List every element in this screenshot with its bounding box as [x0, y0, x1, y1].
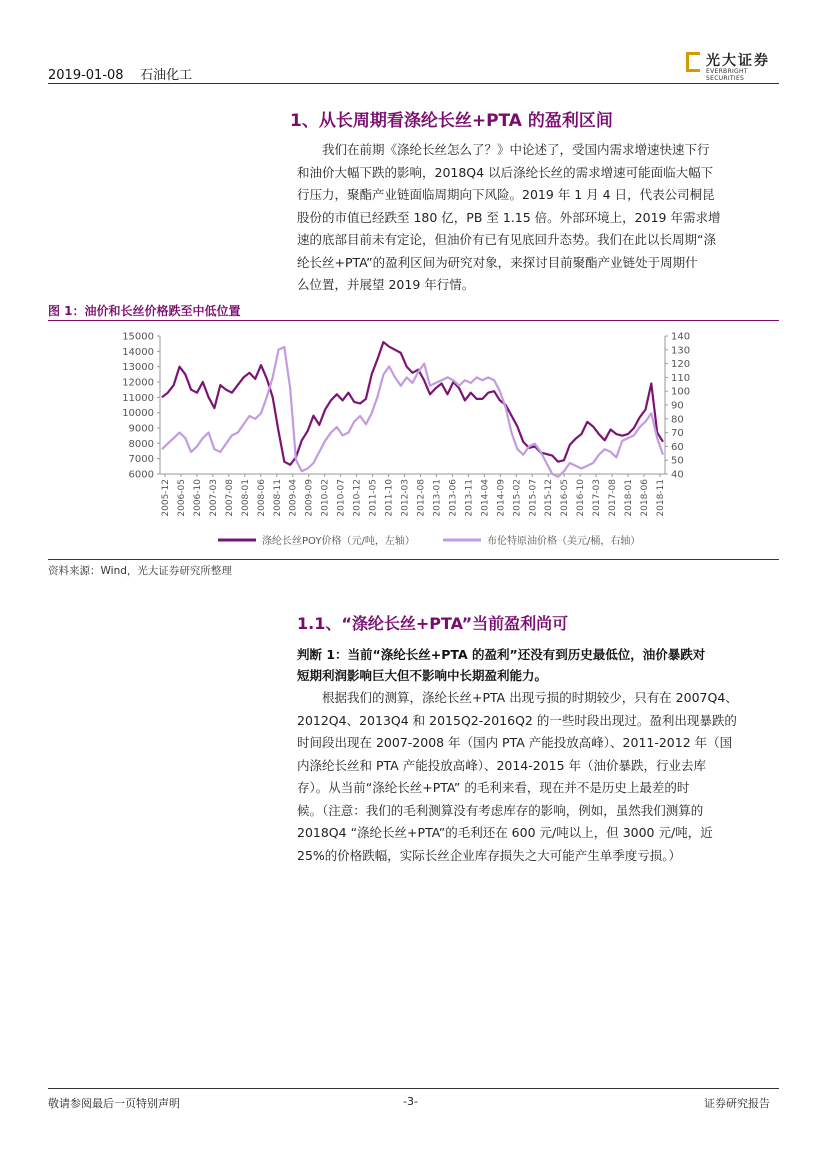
legend-label-1: 涤纶长丝POY价格（元/吨，左轴）: [262, 536, 415, 547]
paragraph-line: 行压力，聚酯产业链面临周期向下风险。2019 年 1 月 4 日，代表公司桐昆: [297, 187, 715, 202]
logo-en-text: EVERBRIGHT SECURITIES: [706, 68, 748, 82]
paragraph-line: 根据我们的测算，涤纶长丝+PTA 出现亏损的时期较少，只有在 2007Q4、: [322, 690, 738, 705]
paragraph-line: 候。（注意：我们的毛利测算没有考虑库存的影响，例如，虽然我们测算的: [297, 802, 704, 818]
paragraph-line: 和油价大幅下跌的影响，2018Q4 以后涤纶长丝的需求增速可能面临大幅下: [297, 164, 714, 180]
y-right-tick-label: 130: [671, 345, 691, 357]
x-tick-label: 2016-10: [576, 479, 587, 517]
x-tick-label: 2012-08: [416, 479, 427, 517]
x-tick-label: 2008-11: [272, 479, 283, 517]
paragraph-line: 内涤纶长丝和 PTA 产能投放高峰）、2014-2015 年（油价暴跌，行业去库: [297, 757, 707, 773]
paragraph-line: 速的底部目前未有定论，但油价有已有见底回升态势。我们在此以长周期“涤: [297, 232, 716, 247]
subsection-heading: 1.1、“涤纶长丝+PTA”当前盈利尚可: [297, 614, 569, 633]
y-right-tick-label: 50: [671, 455, 684, 467]
paragraph-line: 股份的市值已经跌至 180 亿，PB 至 1.15 倍。外部环境上，2019 年需求增: [297, 209, 721, 225]
y-left-tick-label: 15000: [122, 331, 154, 343]
x-tick-label: 2008-06: [256, 479, 267, 517]
y-left-tick-label: 8000: [128, 438, 154, 450]
paragraph-line: 存）。从当前“涤纶长丝+PTA” 的毛利来看，现在并不是历史上最差的时: [297, 780, 690, 795]
y-right-tick-label: 120: [671, 359, 691, 371]
logo-mark-icon: [686, 52, 700, 72]
y-left-tick-label: 7000: [128, 454, 154, 466]
x-tick-label: 2015-07: [528, 479, 539, 517]
x-tick-label: 2010-02: [320, 479, 331, 517]
y-right-tick-label: 100: [671, 386, 691, 398]
y-right-tick-label: 40: [671, 469, 684, 481]
y-left-tick-label: 9000: [128, 423, 154, 435]
x-tick-label: 2010-07: [336, 479, 347, 517]
logo-cn-text: 光大证券: [706, 53, 770, 69]
x-tick-label: 2013-06: [448, 479, 459, 517]
header-divider: [48, 83, 779, 84]
figure-top-rule: [48, 320, 779, 321]
paragraph-line: 时间段出现在 2007-2008 年（国内 PTA 产能投放高峰）、2011-2012 年（国: [297, 735, 733, 750]
series-line-1: [162, 342, 663, 465]
header-date-sector: [48, 64, 192, 83]
footer-disclaimer: 敬请参阅最后一页特别声明: [48, 1097, 180, 1110]
x-tick-label: 2014-09: [496, 479, 507, 517]
figure-bottom-rule: [48, 559, 779, 560]
x-tick-label: 2012-03: [400, 479, 411, 517]
judgment-line: 判断 1：当前“涤纶长丝+PTA 的盈利”还没有到历史最低位，油价暴跌对: [297, 647, 706, 662]
x-tick-label: 2005-12: [161, 479, 171, 517]
legend-label-2: 布伦特原油价格（美元/桶，右轴）: [487, 536, 641, 547]
x-tick-label: 2007-03: [208, 479, 219, 517]
footer-divider: [48, 1088, 779, 1089]
series-line-2: [162, 347, 663, 477]
x-tick-label: 2006-10: [192, 479, 203, 517]
x-tick-label: 2015-12: [544, 479, 555, 517]
x-tick-label: 2018-06: [640, 479, 651, 517]
x-tick-label: 2010-12: [352, 479, 363, 517]
company-logo: [686, 50, 786, 80]
paragraph-line: 么位置，并展望 2019 年行情。: [297, 277, 475, 292]
x-tick-label: 2014-04: [480, 479, 491, 517]
x-tick-label: 2006-05: [176, 479, 187, 517]
footer-report-type: 证券研究报告: [704, 1097, 770, 1110]
paragraph-line: 2012Q4、2013Q4 和 2015Q2-2016Q2 的一些时段出现过。盈利出现暴跌的: [297, 712, 737, 728]
section-heading: 1、从长周期看涤纶长丝+PTA 的盈利区间: [290, 111, 613, 131]
y-left-tick-label: 12000: [122, 377, 154, 389]
y-left-tick-label: 13000: [122, 362, 154, 374]
x-tick-label: 2018-01: [624, 479, 635, 517]
paragraph-line: 2018Q4 “涤纶长丝+PTA”的毛利还在 600 元/吨以上，但 3000 元/吨，近: [297, 825, 713, 840]
section-paragraph: [297, 139, 777, 297]
x-tick-label: 2009-04: [288, 479, 299, 517]
sector-label: 石油化工: [140, 68, 193, 83]
y-left-tick-label: 14000: [122, 346, 154, 358]
figure-title: 图 1：油价和长丝价格跌至中低位置: [48, 304, 241, 318]
y-left-tick-label: 10000: [122, 408, 154, 420]
x-tick-label: 2017-08: [608, 479, 619, 517]
judgment-line: 短期利润影响巨大但不影响中长期盈利能力。: [297, 668, 548, 683]
y-right-tick-label: 70: [671, 428, 684, 440]
y-left-tick-label: 6000: [128, 469, 154, 481]
x-tick-label: 2007-08: [224, 479, 235, 517]
y-right-tick-label: 60: [671, 441, 684, 453]
paragraph-line: 25%的价格跌幅，实际长丝企业库存损失之大可能产生单季度亏损。）: [297, 847, 682, 863]
x-tick-label: 2015-02: [512, 479, 523, 517]
x-tick-label: 2008-01: [240, 479, 251, 517]
paragraph-line: 我们在前期《涤纶长丝怎么了？》中论述了，受国内需求增速快速下行: [322, 142, 710, 157]
report-date: 2019-01-08: [48, 68, 124, 83]
x-tick-label: 2011-05: [368, 479, 379, 517]
y-right-tick-label: 140: [671, 331, 691, 343]
y-left-tick-label: 11000: [122, 392, 154, 404]
subsection-paragraph: [297, 687, 777, 867]
judgment-block: [297, 644, 777, 686]
y-right-tick-label: 110: [671, 372, 691, 384]
figure-source: 资料来源：Wind，光大证券研究所整理: [48, 565, 232, 577]
footer-page-number: -3-: [403, 1095, 418, 1108]
x-tick-label: 2018-11: [656, 479, 666, 517]
y-right-tick-label: 80: [671, 414, 684, 426]
paragraph-line: 纶长丝+PTA”的盈利区间为研究对象，来探讨目前聚酯产业链处于周期什: [297, 254, 698, 270]
x-tick-label: 2011-10: [384, 479, 395, 517]
x-tick-label: 2013-11: [464, 479, 475, 517]
x-tick-label: 2009-09: [304, 479, 315, 517]
x-tick-label: 2016-05: [560, 479, 571, 517]
y-right-tick-label: 90: [671, 400, 684, 412]
x-tick-label: 2013-01: [432, 479, 443, 517]
x-tick-label: 2017-03: [592, 479, 603, 517]
price-line-chart: [48, 322, 779, 558]
